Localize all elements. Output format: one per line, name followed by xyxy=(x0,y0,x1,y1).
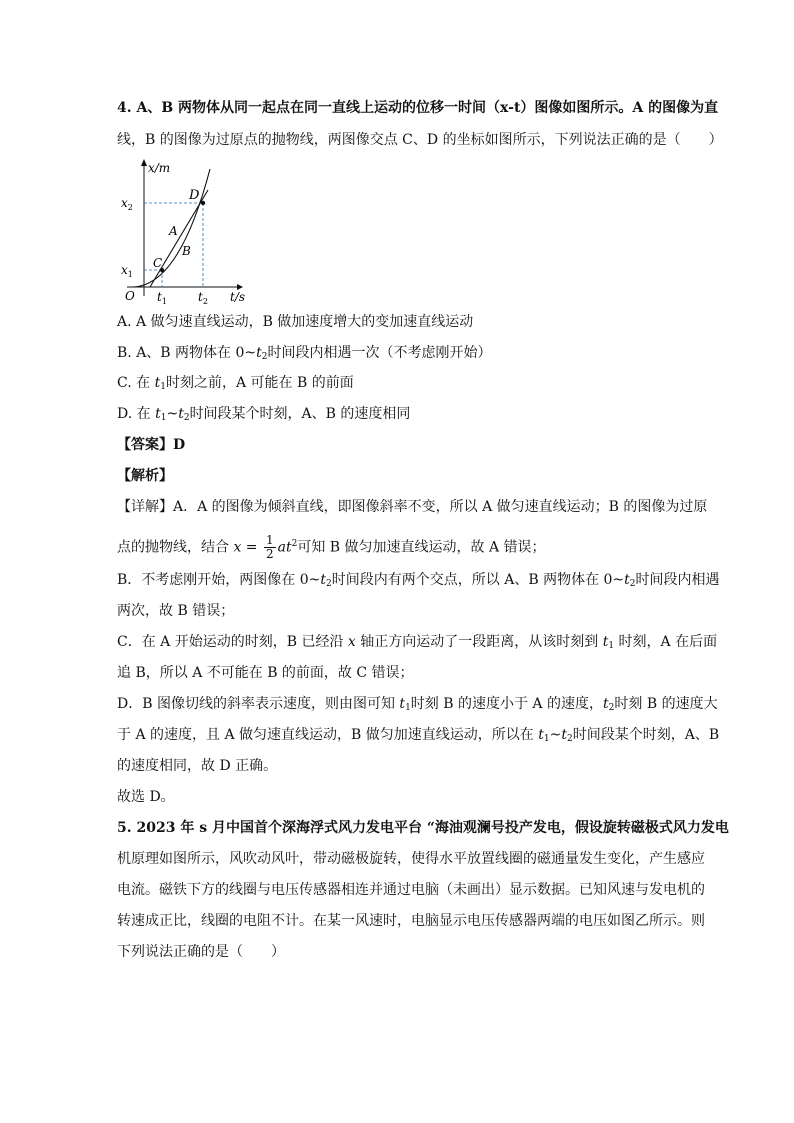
detail-line-6: 追 B，所以 A 不可能在 B 的前面，故 C 错误； xyxy=(117,665,414,681)
detail-line-5: C．在 A 开始运动的时刻，B 已经沿 x 轴正方向运动了一段距离，从该时刻到 $t_1$ 时刻，A 在后面 xyxy=(117,634,718,651)
curve-b-label: B xyxy=(182,244,191,258)
y-axis-arrow-icon xyxy=(141,159,147,166)
q4-option-d: D. 在 $t_1\sim t_2$时间段某个时刻，A、B 的速度相同 xyxy=(117,406,411,423)
analysis-title: 【解析】 xyxy=(117,468,173,484)
q4-stem-line-1 xyxy=(117,98,718,118)
detail-line-2: 点的抛物线，结合 x = $\frac{1}{2}$ $at^2$可知 B 做匀加速直线运动，故 A 错误； xyxy=(117,533,546,562)
q5-stem-line-2: 机原理如图所示，风吹动风叶，带动磁极旋转，使得水平放置线圈的磁通量发生变化，产生感应 xyxy=(117,851,705,867)
detail-line-10: 故选 D。 xyxy=(117,789,175,805)
point-c-label: C xyxy=(153,256,163,270)
q4-stem-text-2: 线，B 的图像为过原点的抛物线，两图像交点 C、D 的坐标如图所示，下列说法正确的是（ ） xyxy=(117,132,723,148)
x2-label: $x_2$ xyxy=(121,196,133,212)
q5-stem-line-1: 5. 2023 年 s 月中国首个深海浮式风力发电平台 “海油观澜号投产发电，假设旋转磁极式风力发电 xyxy=(117,820,729,836)
xt-graph xyxy=(117,156,257,306)
point-d-label: D xyxy=(189,188,200,203)
curve-a-label: A xyxy=(169,224,178,238)
detail-line-3: B．不考虑刚开始，两图像在 $0\sim t_2$时间段内有两个交点，所以 A、B 两物体在 $0\sim t_2$时间段内相遇 xyxy=(117,572,720,589)
detail-line-8: 于 A 的速度，且 A 做匀速直线运动，B 做匀加速直线运动，所以在 $t_1\sim t_2$时间段某个时刻，A、B xyxy=(117,727,720,744)
detail-line-4: 两次，故 B 错误； xyxy=(117,603,235,619)
x-axis-label: t/s xyxy=(230,290,246,304)
t1-label: $t_1$ xyxy=(157,290,167,306)
x1-label: $x_1$ xyxy=(121,263,133,279)
y-axis-label: x/m xyxy=(148,161,171,175)
q5-stem-line-5: 下列说法正确的是（ ） xyxy=(117,944,285,960)
point-d-marker xyxy=(201,201,205,205)
q4-option-c: C. 在 $t_1$时刻之前，A 可能在 B 的前面 xyxy=(117,375,354,392)
detail-line-9: 的速度相同，故 D 正确。 xyxy=(117,758,278,774)
fraction-one-half: $\frac{1}{2}$ xyxy=(266,533,274,562)
origin-label: O xyxy=(125,289,135,303)
detail-line-1: 【详解】A．A 的图像为倾斜直线，即图像斜率不变，所以 A 做匀速直线运动；B 的图像为过原 xyxy=(117,499,708,515)
q4-option-a: A. A 做匀速直线运动，B 做加速度增大的变加速直线运动 xyxy=(117,314,474,330)
t2-label: $t_2$ xyxy=(198,290,208,306)
q5-stem-line-3: 电流。磁铁下方的线圈与电压传感器相连并通过电脑（未画出）显示数据。已知风速与发电机的 xyxy=(117,882,705,898)
q4-option-b: B. A、B 两物体在 $0\sim t_2$时间段内相遇一次（不考虑刚开始） xyxy=(117,345,492,362)
answer: 【答案】D xyxy=(117,437,186,453)
q5-stem-line-4: 转速成正比，线圈的电阻不计。在某一风速时，电脑显示电压传感器两端的电压如图乙所示。则 xyxy=(117,913,705,929)
q4-stem-text-1: 4. A、B 两物体从同一起点在同一直线上运动的位移一时间（x-t）图像如图所示。A 的图像为直 xyxy=(117,100,719,116)
detail-line-7: D．B 图像切线的斜率表示速度，则由图可知 $t_1$时刻 B 的速度小于 A 的速度，$t_2$时刻 B 的速度大 xyxy=(117,696,718,713)
q4-stem-line-2 xyxy=(117,130,723,150)
